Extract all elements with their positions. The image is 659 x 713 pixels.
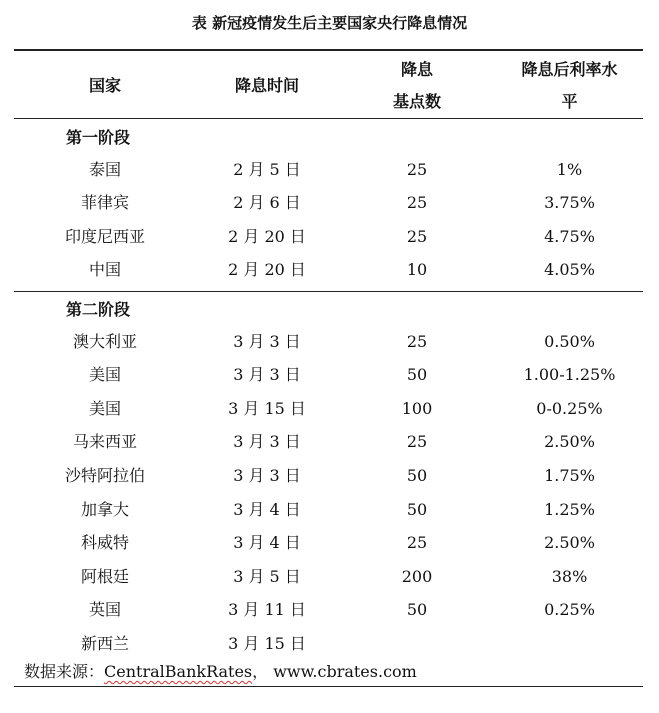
date-cell: 3 月 3 日 — [233, 466, 301, 485]
section-label: 第一阶段 — [66, 128, 131, 147]
table-row — [14, 459, 643, 493]
date-cell: 3 月 4 日 — [233, 533, 301, 553]
country-cell: 泰国 — [88, 159, 121, 179]
section-rule — [14, 291, 643, 292]
table-row — [14, 153, 643, 187]
section-label: 第二阶段 — [66, 300, 131, 319]
top-rule — [14, 49, 643, 51]
bp-cell: 25 — [406, 533, 428, 553]
bp-cell — [338, 627, 496, 661]
date-cell: 3 月 4 日 — [233, 499, 301, 519]
country-cell: 英国 — [88, 600, 121, 620]
table-row — [14, 325, 643, 359]
date-cell: 3 月 5 日 — [233, 566, 301, 586]
date-cell: 3 月 15 日 — [228, 634, 306, 653]
date-cell: 2 月 5 日 — [233, 159, 301, 179]
date-cell: 3 月 3 日 — [233, 331, 301, 351]
bp-cell: 50 — [406, 600, 428, 620]
table-row — [14, 493, 643, 527]
rate-cell: 0.25% — [544, 600, 595, 620]
country-cell: 新西兰 — [80, 634, 129, 653]
rate-cell: 1% — [556, 159, 583, 179]
country-cell: 科威特 — [80, 533, 129, 553]
date-cell: 3 月 15 日 — [228, 398, 306, 418]
bp-cell: 25 — [406, 159, 428, 179]
bp-cell: 10 — [406, 260, 428, 280]
country-cell: 菲律宾 — [80, 193, 129, 213]
date-cell: 3 月 3 日 — [233, 432, 301, 452]
country-cell: 加拿大 — [80, 499, 129, 519]
header-country: 国家 — [88, 76, 121, 95]
table-row — [14, 526, 643, 560]
table-row — [14, 358, 643, 392]
rate-cell: 0-0.25% — [536, 398, 603, 418]
rate-cell: 0.50% — [544, 331, 595, 351]
bp-cell: 25 — [406, 193, 428, 213]
bottom-rule — [14, 686, 643, 687]
date-cell: 3 月 3 日 — [233, 365, 301, 385]
country-cell: 澳大利亚 — [72, 331, 137, 351]
bp-cell: 100 — [401, 398, 433, 418]
country-cell: 印度尼西亚 — [64, 226, 145, 246]
table-row — [14, 253, 643, 287]
table-row — [14, 392, 643, 426]
rate-cell: 38% — [551, 566, 588, 586]
table-row — [14, 220, 643, 254]
header-bp-line1: 降息 — [400, 60, 433, 79]
rate-cell: 1.75% — [544, 466, 595, 485]
table-row — [14, 186, 643, 220]
rate-cell: 3.75% — [544, 193, 595, 213]
country-cell: 美国 — [88, 398, 121, 418]
rate-cell: 4.75% — [544, 226, 595, 246]
table-row — [14, 425, 643, 459]
country-cell: 沙特阿拉伯 — [64, 466, 145, 485]
rate-cell: 2.50% — [544, 533, 595, 553]
source-note — [24, 659, 417, 682]
table-title: 表 新冠疫情发生后主要国家央行降息情况 — [191, 14, 468, 32]
date-cell: 2 月 20 日 — [228, 226, 306, 246]
country-cell: 阿根廷 — [80, 566, 129, 586]
header-rate-line2: 平 — [561, 92, 578, 111]
header-date: 降息时间 — [234, 76, 299, 95]
bp-cell: 25 — [406, 226, 428, 246]
bp-cell: 50 — [406, 365, 428, 385]
header-bp-line2: 基点数 — [392, 92, 441, 111]
country-cell: 美国 — [88, 365, 121, 385]
date-cell: 2 月 6 日 — [233, 193, 301, 213]
header-rule — [14, 118, 643, 119]
source-prefix: 数据来源： — [24, 662, 105, 681]
table-row — [14, 627, 643, 661]
rate-cell: 2.50% — [544, 432, 595, 452]
bp-cell: 25 — [406, 331, 428, 351]
bp-cell: 25 — [406, 432, 428, 452]
country-cell: 中国 — [88, 260, 121, 280]
bp-cell: 50 — [406, 499, 428, 519]
table-row — [14, 560, 643, 594]
source-suffix: ， www.cbrates.com — [252, 662, 417, 681]
rate-cell: 1.25% — [544, 499, 595, 519]
source-name: CentralBankRates — [104, 662, 253, 681]
header-rate-line1: 降息后利率水 — [521, 60, 618, 79]
country-cell: 马来西亚 — [72, 432, 137, 452]
date-cell: 3 月 11 日 — [228, 600, 306, 620]
rate-cell — [496, 627, 643, 661]
rate-cell: 1.00-1.25% — [523, 365, 616, 385]
date-cell: 2 月 20 日 — [228, 260, 306, 280]
bp-cell: 50 — [406, 466, 428, 485]
rate-cell: 4.05% — [544, 260, 595, 280]
bp-cell: 200 — [401, 566, 433, 586]
table-row — [14, 593, 643, 627]
